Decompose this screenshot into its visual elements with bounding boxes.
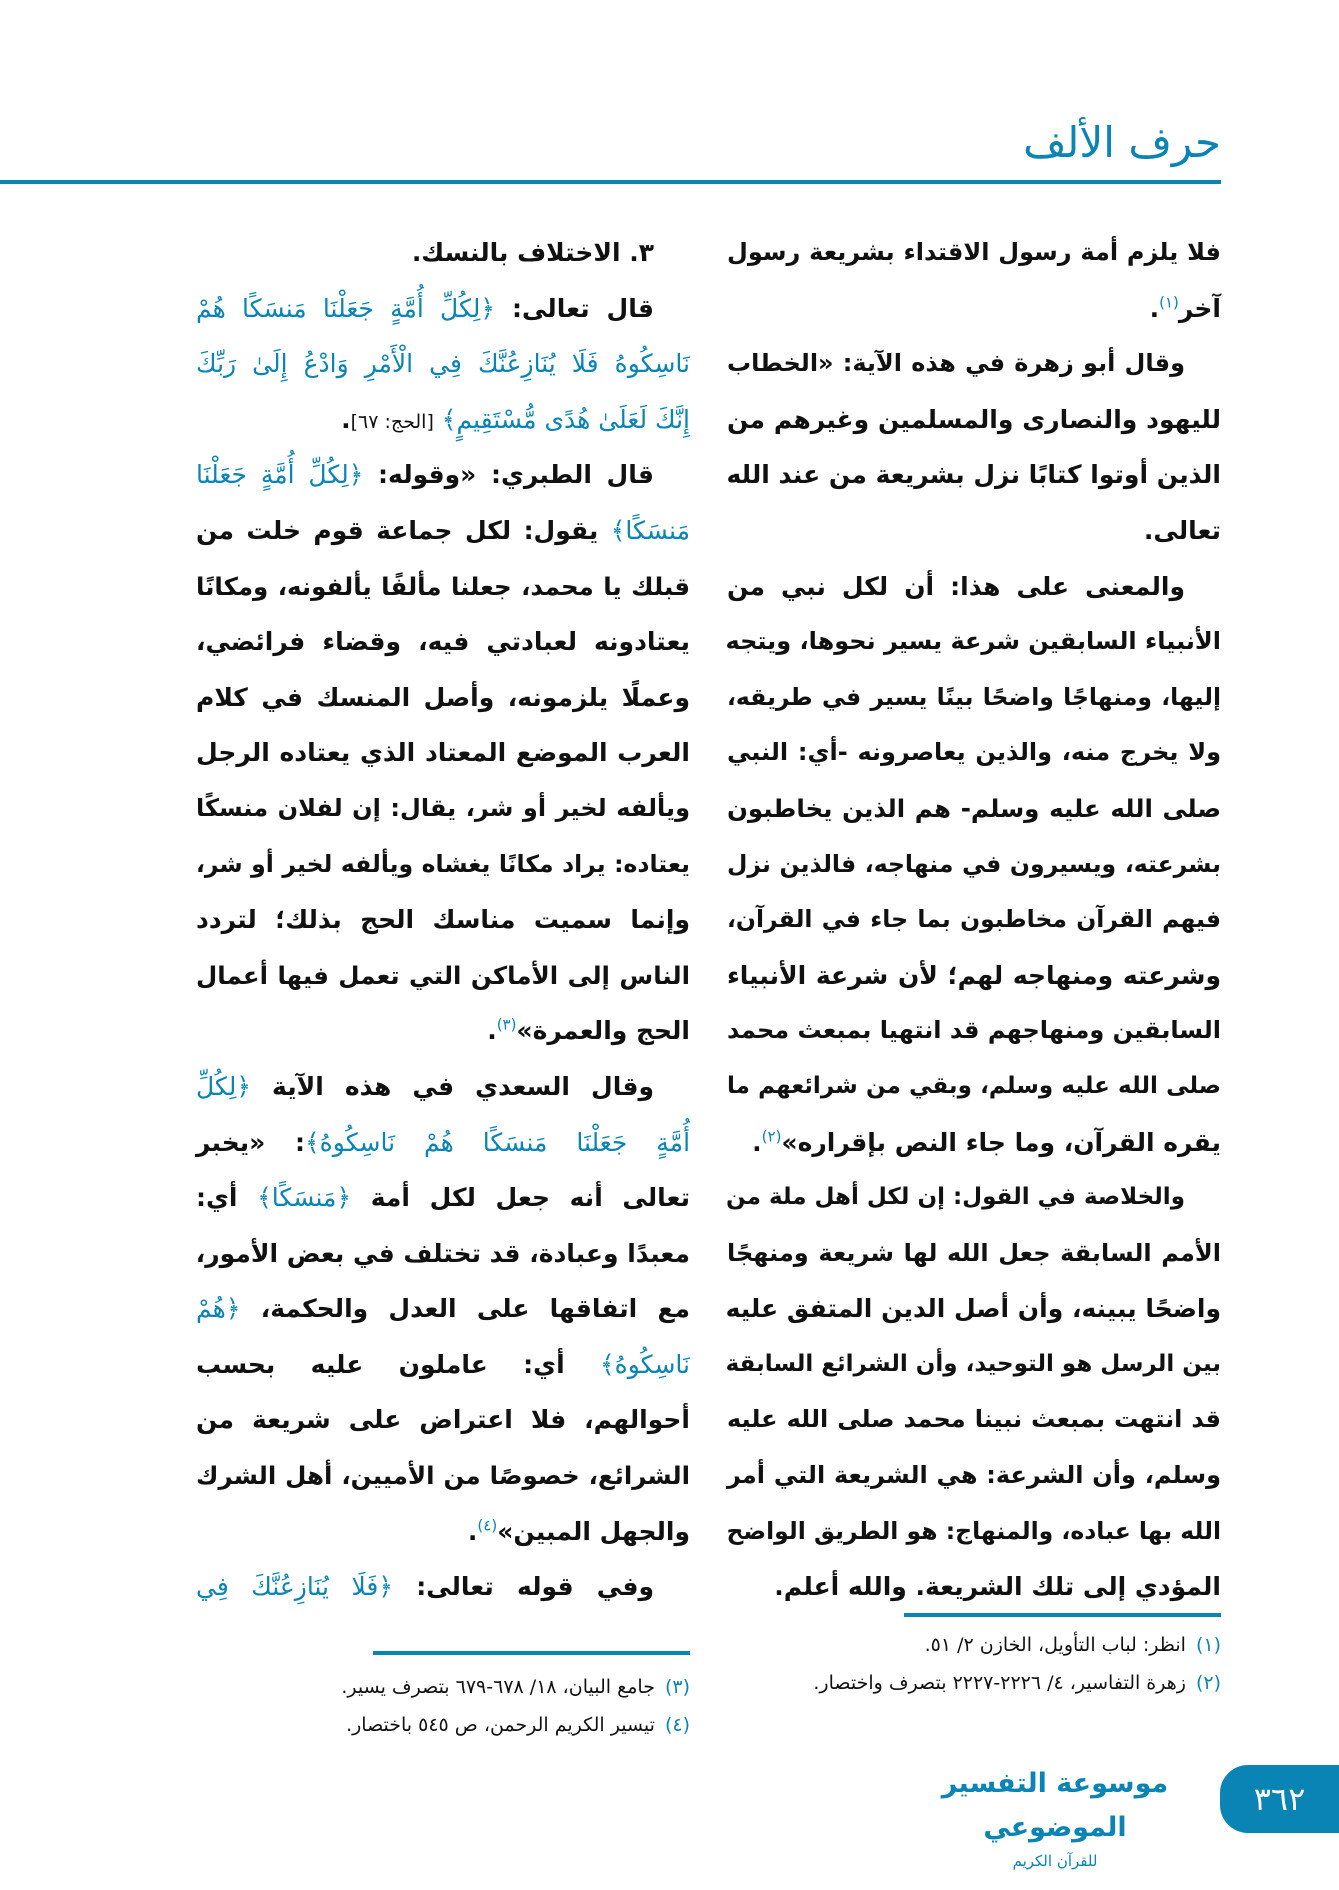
body-text: قال تعالى: xyxy=(495,293,655,323)
text-line xyxy=(727,1226,1221,1282)
logo-subtitle: للقرآن الكريم xyxy=(1012,1852,1098,1870)
quran-verse: مَنسَكًا﴾ xyxy=(610,515,690,545)
body-text: وعملًا يلزمونه، وأصل المنسك في كلام xyxy=(196,682,690,712)
text-line xyxy=(196,447,690,503)
body-text: الشرائع، خصوصًا من الأميين، أهل الشرك xyxy=(196,1461,690,1491)
body-text: والخلاصة في القول: إن لكل أهل ملة من xyxy=(726,1184,1185,1211)
body-text: : «يخبر xyxy=(196,1127,306,1157)
logo-title: موسوعة التفسير الموضوعي xyxy=(941,1768,1169,1843)
text-line xyxy=(196,614,690,670)
body-text: أحوالهم، فلا اعتراض على شريعة من xyxy=(196,1405,690,1435)
encyclopedia-logo xyxy=(935,1762,1175,1870)
text-line xyxy=(727,336,1221,392)
body-text: مع اتفاقها على العدل والحكمة، xyxy=(240,1294,690,1324)
body-text: وقال أبو زهرة في هذه الآية: «الخطاب xyxy=(727,349,1185,378)
right-column xyxy=(727,225,1221,1615)
left-column xyxy=(196,225,690,1615)
footnote-text: زهرة التفاسير، ٤/ ٢٢٢٦-٢٢٢٧ بتصرف واختصار. xyxy=(813,1672,1186,1694)
body-text: وسلم، وأن الشرعة: هي الشريعة التي أمر xyxy=(727,1461,1221,1490)
body-text: السابقين ومنهاجهم قد انتهيا بمبعث محمد xyxy=(727,1016,1221,1045)
text-line xyxy=(727,837,1221,893)
text-line xyxy=(727,781,1221,837)
footnote-rule-right xyxy=(904,1613,1221,1617)
text-line xyxy=(727,559,1221,615)
body-text: وشرعته ومنهاجه لهم؛ لأن شرعة الأنبياء xyxy=(727,960,1221,990)
text-line xyxy=(727,1115,1221,1171)
body-text: فيهم القرآن مخاطبون بما جاء في القرآن، xyxy=(727,905,1221,934)
body-text: المؤدي إلى تلك الشريعة. والله أعلم. xyxy=(774,1572,1221,1602)
body-text: وقال السعدي في هذه الآية xyxy=(251,1071,654,1101)
text-line xyxy=(196,725,690,781)
header-rule xyxy=(0,180,1221,184)
text-line xyxy=(196,1059,690,1115)
text-line xyxy=(727,892,1221,948)
text-line xyxy=(727,948,1221,1004)
text-line xyxy=(727,447,1221,503)
footnote-number[interactable]: (١) xyxy=(1195,1634,1221,1656)
text-line xyxy=(196,948,690,1004)
text-line xyxy=(196,1003,690,1059)
quran-verse: إِنَّكَ لَعَلَىٰ هُدًى مُّسْتَقِيمٍ﴾ xyxy=(433,404,690,434)
section-heading: ٣. الاختلاف بالنسك. xyxy=(411,238,654,267)
body-text: والمعنى على هذا: أن لكل نبي من xyxy=(727,571,1185,601)
footnote-ref[interactable]: (٢) xyxy=(761,1127,782,1146)
body-text: صلى الله عليه وسلم، وبقي من شرائعهم ما xyxy=(727,1072,1221,1099)
body-text: الحج والعمرة» xyxy=(516,1016,690,1046)
body-text: معبدًا وعبادة، قد تختلف في بعض الأمور، xyxy=(195,1238,690,1268)
text-line xyxy=(727,1281,1221,1337)
body-text: بين الرسل هو التوحيد، وأن الشرائع السابقة xyxy=(725,1350,1221,1377)
body-text: تعالى. xyxy=(1143,515,1221,545)
chapter-title: حرف الألف xyxy=(1023,118,1221,167)
body-text: يقول: لكل جماعة قوم خلت من xyxy=(196,515,611,545)
body-text: وفي قوله تعالى: xyxy=(392,1572,655,1602)
text-line xyxy=(196,281,690,337)
body-text: يعتاده: يراد مكانًا يغشاه ويألفه لخير أو شر، xyxy=(196,849,690,878)
body-text: لليهود والنصارى والمسلمين وغيرهم من xyxy=(727,404,1221,434)
text-line xyxy=(196,670,690,726)
verse-citation: [الحج: ٦٧] xyxy=(350,410,434,433)
body-text: . xyxy=(467,1516,478,1546)
footnote-rule-left xyxy=(373,1651,690,1655)
body-text: إليها، ومنهاجًا واضحًا بينًا يسير في طريقه، xyxy=(727,682,1221,711)
text-line xyxy=(727,1337,1221,1393)
text-line xyxy=(727,392,1221,448)
body-text: فلا يلزم أمة رسول الاقتداء بشريعة رسول xyxy=(727,238,1221,266)
text-line xyxy=(196,1226,690,1282)
quran-verse: نَاسِكُوهُ﴾ xyxy=(600,1349,690,1379)
text-line xyxy=(727,1559,1221,1615)
text-line xyxy=(727,725,1221,781)
body-text: قال الطبري: «وقوله: xyxy=(363,460,654,490)
footnote-number[interactable]: (٢) xyxy=(1195,1672,1221,1694)
text-line xyxy=(196,892,690,948)
footnote-ref[interactable]: (١) xyxy=(1159,293,1179,312)
text-line xyxy=(727,1504,1221,1560)
text-line xyxy=(727,281,1221,337)
footnote xyxy=(727,1664,1221,1702)
text-line xyxy=(727,1392,1221,1448)
text-line xyxy=(196,392,690,448)
text-line xyxy=(196,1115,690,1171)
footnote xyxy=(196,1668,690,1706)
text-line xyxy=(196,1170,690,1226)
body-text: . xyxy=(487,1016,497,1046)
text-line xyxy=(727,1003,1221,1059)
quran-verse: ﴿لِكُلِّ أُمَّةٍ جَعَلْنَا مَنسَكًا هُمْ xyxy=(196,293,496,323)
text-line xyxy=(196,781,690,837)
text-line xyxy=(727,614,1221,670)
footnote-ref[interactable]: (٤) xyxy=(477,1516,498,1535)
body-text: الناس إلى الأماكن التي تعمل فيها أعمال xyxy=(196,960,690,990)
footnote-text: جامع البيان، ١٨/ ٦٧٨-٦٧٩ بتصرف يسير. xyxy=(341,1676,655,1698)
body-text: والجهل المبين» xyxy=(497,1516,690,1546)
body-text: . xyxy=(752,1127,762,1157)
footnote-text: تيسير الكريم الرحمن، ص ٥٤٥ باختصار. xyxy=(346,1714,655,1736)
body-text: بشرعته، ويسيرون في منهاجه، فالذين نزل xyxy=(727,849,1221,878)
body-text: أي: xyxy=(196,1183,258,1213)
text-line xyxy=(196,837,690,893)
text-line xyxy=(727,503,1221,559)
quran-verse: ﴿مَنسَكًا﴾ xyxy=(257,1183,352,1213)
footnote xyxy=(196,1706,690,1744)
text-line xyxy=(196,1559,690,1615)
body-text: آخر xyxy=(1178,293,1221,323)
text-line xyxy=(196,1504,690,1560)
body-text: قبلك يا محمد، جعلنا مألفًا يألفونه، ومكانًا xyxy=(196,571,690,601)
text-line xyxy=(196,1337,690,1393)
text-line xyxy=(196,336,690,392)
body-text: العرب الموضع المعتاد الذي يعتاده الرجل xyxy=(196,738,690,768)
quran-verse: أُمَّةٍ جَعَلْنَا مَنسَكًا هُمْ نَاسِكُوهُ﴾ xyxy=(305,1127,691,1157)
text-line xyxy=(727,1448,1221,1504)
body-text: ويألفه لخير أو شر، يقال: إن لفلان منسكًا xyxy=(196,793,690,822)
footnote xyxy=(727,1626,1221,1664)
text-line xyxy=(727,1059,1221,1115)
text-line xyxy=(727,670,1221,726)
text-line xyxy=(196,559,690,615)
body-text: تعالى أنه جعل لكل أمة xyxy=(351,1183,690,1213)
text-line xyxy=(727,1170,1221,1226)
body-text: صلى الله عليه وسلم- هم الذين يخاطبون xyxy=(727,793,1221,823)
quran-verse: ﴿لِكُلِّ أُمَّةٍ جَعَلْنَا xyxy=(196,460,364,490)
body-text: واضحًا يبينه، وأن أصل الدين المتفق عليه xyxy=(725,1294,1221,1324)
page-number-badge xyxy=(1220,1765,1339,1833)
text-line xyxy=(196,503,690,559)
quran-verse: ﴿فَلَا يُنَازِعُنَّكَ فِي xyxy=(196,1572,393,1602)
body-text: الذين أوتوا كتابًا نزل بشريعة من عند الله xyxy=(726,460,1221,490)
body-text: الأنبياء السابقين شرعة يسير نحوها، ويتجه xyxy=(725,627,1221,656)
footnote-number[interactable]: (٤) xyxy=(664,1714,690,1736)
quran-verse: ﴿لِكُلِّ xyxy=(196,1071,252,1101)
footnote-ref[interactable]: (٣) xyxy=(496,1015,517,1034)
quran-verse: نَاسِكُوهُ فَلَا يُنَازِعُنَّكَ فِي الْأَمْرِ وَادْعُ إِلَىٰ رَبِّكَ xyxy=(196,349,690,379)
body-text: . xyxy=(341,404,351,434)
page-number: ٣٦٢ xyxy=(1253,1780,1306,1818)
text-line xyxy=(727,225,1221,281)
body-text: قد انتهت بمبعث نبينا محمد صلى الله عليه xyxy=(727,1405,1221,1434)
body-text: . xyxy=(1149,293,1160,323)
footnote-text: انظر: لباب التأويل، الخازن ٢/ ٥١. xyxy=(924,1634,1186,1656)
body-text: أي: عاملون عليه بحسب xyxy=(196,1349,600,1379)
body-text: الأمم السابقة جعل الله لها شريعة ومنهجًا xyxy=(727,1238,1221,1267)
quran-verse: ﴿هُمْ xyxy=(196,1294,241,1324)
footnote-number[interactable]: (٣) xyxy=(664,1676,690,1698)
body-text: وإنما سميت مناسك الحج بذلك؛ لتردد xyxy=(196,905,690,935)
body-text: يقره القرآن، وما جاء النص بإقراره» xyxy=(781,1127,1221,1157)
body-text: ولا يخرج منه، والذين يعاصرونه -أي: النبي xyxy=(727,738,1221,767)
body-text: الله بها عباده، والمنهاج: هو الطريق الواضح xyxy=(726,1516,1221,1545)
text-line xyxy=(196,1281,690,1337)
text-line xyxy=(196,1448,690,1504)
body-text: يعتادونه لعبادتي فيه، وقضاء فرائضي، xyxy=(196,627,690,657)
text-line xyxy=(196,1392,690,1448)
